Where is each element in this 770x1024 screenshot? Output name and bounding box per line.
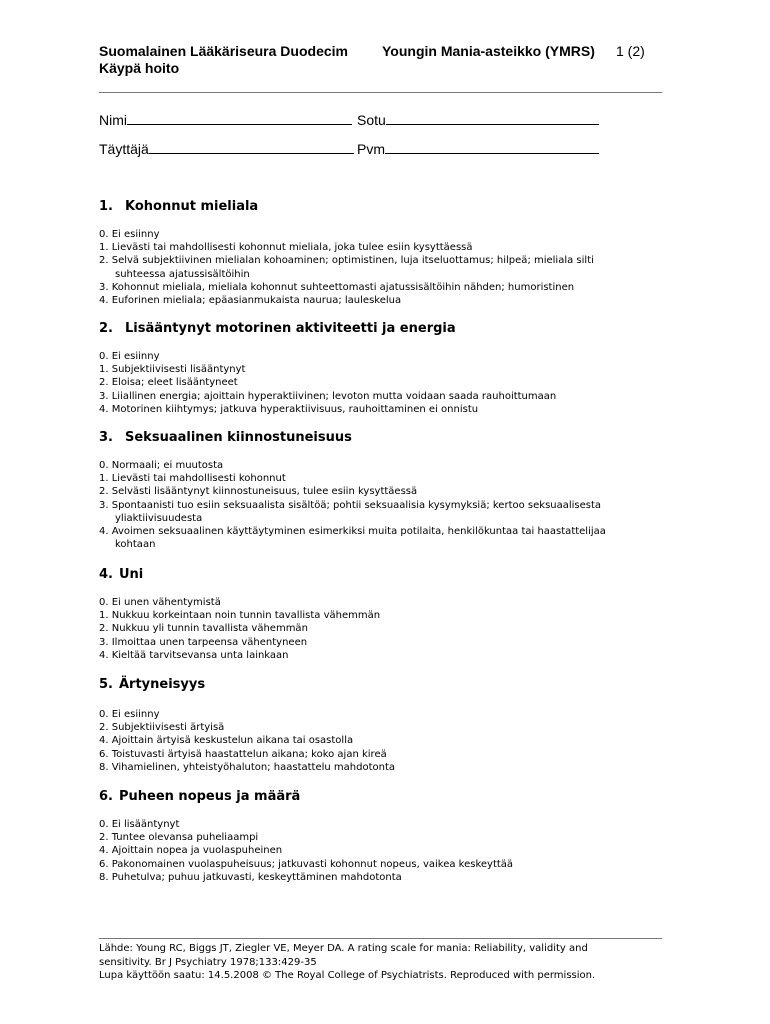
- scale-item: 0. Normaali; ei muutosta: [99, 460, 224, 471]
- scale-item: 0. Ei esiinny: [99, 709, 160, 720]
- section-number: 1.: [99, 199, 113, 214]
- page-number: 1 (2): [616, 43, 645, 59]
- date-field: [357, 140, 599, 157]
- scale-item: 2. Tuntee olevansa puheliaampi: [99, 832, 259, 844]
- scale-item: 0. Ei unen vähentymistä: [99, 597, 221, 608]
- name-field: [99, 111, 352, 128]
- section-heading: [99, 321, 456, 337]
- section-items: [99, 818, 639, 884]
- section-items: [99, 350, 639, 416]
- section-number: 3.: [99, 430, 113, 445]
- sotu-label: Sotu: [357, 112, 386, 128]
- scale-item: 3. Liiallinen energia; ajoittain hyperaktiivinen; levoton mutta voidaan saada rauhoittumaan: [99, 390, 557, 402]
- section-title: Lisääntynyt motorinen aktiviteetti ja energia: [125, 321, 456, 336]
- sotu-input-line[interactable]: [386, 111, 599, 125]
- section-title: Kohonnut mieliala: [125, 199, 259, 214]
- filler-input-line[interactable]: [149, 140, 354, 154]
- section-title: Seksuaalinen kiinnostuneisuus: [125, 430, 352, 445]
- scale-item: 4. Avoimen seksuaalinen käyttäytyminen esimerkiksi muita potilaita, henkilökuntaa tai haastattelijaa kohtaan: [99, 526, 606, 551]
- sotu-field: [357, 111, 599, 128]
- scale-item: 2. Subjektiivisesti ärtyisä: [99, 722, 225, 734]
- footer-divider: [99, 938, 662, 939]
- scale-item: 1. Lievästi tai mahdollisesti kohonnut mieliala, joka tulee esiin kysyttäessä: [99, 242, 473, 254]
- scale-item: 2. Eloisa; eleet lisääntyneet: [99, 377, 238, 389]
- scale-item: 3. Kohonnut mieliala, mieliala kohonnut suhteettomasti ajatussisältöihin nähden; humoristinen: [99, 281, 575, 293]
- scale-item: 2. Selvä subjektiivinen mielialan kohoaminen; optimistinen, luja itseluottamus; hilpeä; mieliala silti suhteessa ajatussisältöihin: [99, 255, 594, 280]
- section-heading: [99, 677, 205, 693]
- section-items: [99, 708, 639, 774]
- scale-item: 2. Nukkuu yli tunnin tavallista vähemmän: [99, 623, 308, 635]
- section-number: 2.: [99, 321, 113, 336]
- footer: [99, 942, 629, 983]
- scale-item: 4. Euforinen mieliala; epäasianmukaista naurua; lauleskelua: [99, 295, 402, 307]
- section-items: [99, 459, 639, 551]
- name-label: Nimi: [99, 112, 127, 128]
- header-divider: [99, 92, 662, 93]
- section-title: Uni: [118, 567, 144, 582]
- footer-permission: Lupa käyttöön saatu: 14.5.2008 © The Royal College of Psychiatrists. Reproduced with permission.: [99, 970, 596, 981]
- scale-item: 4. Motorinen kiihtymys; jatkuva hyperaktiivisuus, rauhoittaminen ei onnistu: [99, 403, 479, 415]
- scale-item: 6. Pakonomainen vuolaspuheisuus; jatkuvasti kohonnut nopeus, vaikea keskeyttää: [99, 858, 514, 870]
- organization-name: Suomalainen Lääkäriseura Duodecim: [99, 43, 348, 59]
- date-input-line[interactable]: [385, 140, 599, 154]
- filler-label: Täyttäjä: [99, 141, 149, 157]
- section-heading: [99, 789, 300, 805]
- scale-item: 2. Selvästi lisääntynyt kiinnostuneisuus, tulee esiin kysyttäessä: [99, 486, 418, 498]
- section-number: 6.: [99, 789, 113, 804]
- scale-item: 3. Ilmoittaa unen tarpeensa vähentyneen: [99, 636, 308, 648]
- filler-field: [99, 140, 354, 157]
- section-number: 5.: [99, 677, 113, 692]
- section-title: Puheen nopeus ja määrä: [118, 789, 301, 804]
- scale-item: 4. Ajoittain ärtyisä keskustelun aikana tai osastolla: [99, 735, 354, 747]
- section-items: [99, 228, 639, 307]
- scale-item: 4. Ajoittain nopea ja vuolaspuheinen: [99, 845, 283, 857]
- scale-item: 3. Spontaanisti tuo esiin seksuaalista sisältöä; pohtii seksuaalisia kysymyksiä; kertoo seksuaalisesta yliaktiivisuudesta: [99, 499, 602, 524]
- date-label: Pvm: [357, 141, 385, 157]
- scale-item: 8. Puhetulva; puhuu jatkuvasti, keskeyttäminen mahdotonta: [99, 871, 402, 883]
- scale-item: 8. Vihamielinen, yhteistyöhaluton; haastattelu mahdotonta: [99, 761, 396, 773]
- scale-item: 0. Ei esiinny: [99, 351, 160, 362]
- section-items: [99, 596, 639, 662]
- footer-source: Lähde: Young RC, Biggs JT, Ziegler VE, Meyer DA. A rating scale for mania: Reliability, validity and sensitivity. Br J Psychiatry 1978;133:429-35: [99, 943, 588, 968]
- section-number: 4.: [99, 567, 113, 582]
- name-input-line[interactable]: [127, 111, 352, 125]
- scale-item: 1. Subjektiivisesti lisääntynyt: [99, 364, 246, 376]
- document-title: Youngin Mania-asteikko (YMRS): [382, 43, 595, 59]
- scale-item: 1. Nukkuu korkeintaan noin tunnin tavallista vähemmän: [99, 610, 381, 622]
- document-subtitle: Käypä hoito: [99, 60, 180, 76]
- scale-item: 4. Kieltää tarvitsevansa unta lainkaan: [99, 649, 289, 661]
- scale-item: 0. Ei lisääntynyt: [99, 819, 180, 830]
- scale-item: 0. Ei esiinny: [99, 229, 160, 240]
- section-title: Ärtyneisyys: [118, 677, 206, 692]
- section-heading: [99, 199, 258, 215]
- scale-item: 1. Lievästi tai mahdollisesti kohonnut: [99, 473, 286, 485]
- section-heading: [99, 567, 143, 583]
- section-heading: [99, 430, 352, 446]
- scale-item: 6. Toistuvasti ärtyisä haastattelun aikana; koko ajan kireä: [99, 748, 387, 760]
